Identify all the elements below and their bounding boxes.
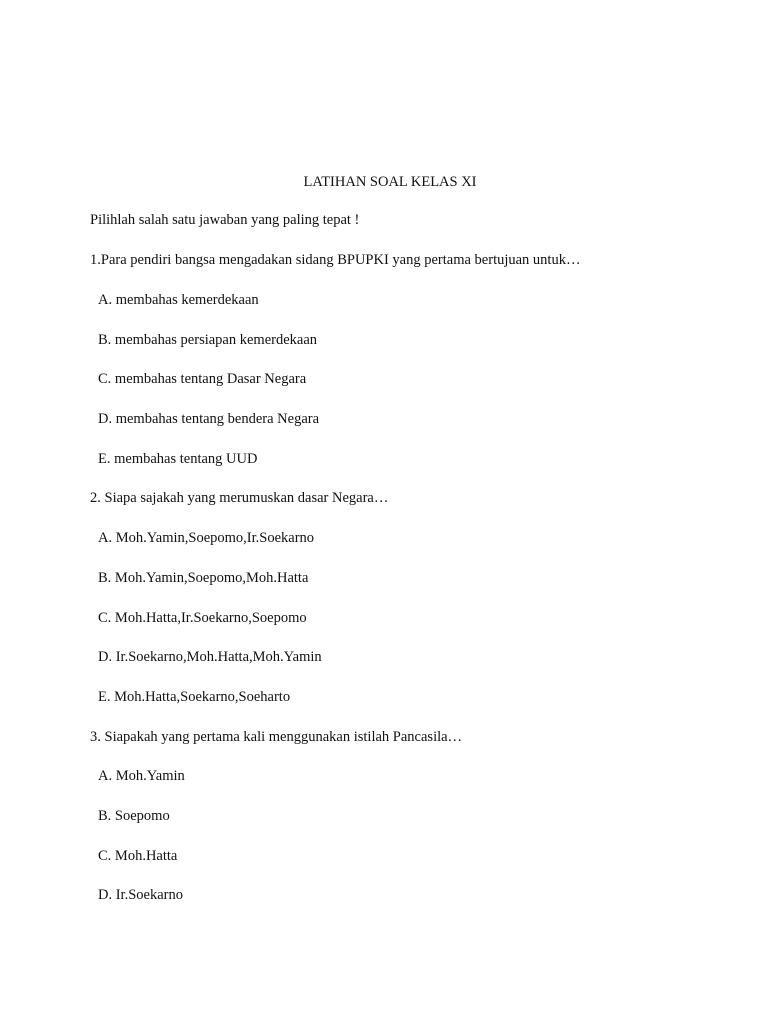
page-title: LATIHAN SOAL KELAS XI: [303, 174, 477, 190]
question-3-option-b: B. Soepomo: [98, 808, 170, 824]
question-2-option-a: A. Moh.Yamin,Soepomo,Ir.Soekarno: [98, 530, 315, 546]
question-1-text: 1.Para pendiri bangsa mengadakan sidang BPUPKI yang pertama bertujuan untuk…: [90, 252, 581, 268]
question-1-option-c: C. membahas tentang Dasar Negara: [98, 371, 307, 387]
question-1-option-a: A. membahas kemerdekaan: [98, 292, 259, 308]
question-3-option-c: C. Moh.Hatta: [98, 848, 178, 864]
question-2-option-e: E. Moh.Hatta,Soekarno,Soeharto: [98, 689, 291, 705]
question-3-option-d: D. Ir.Soekarno: [98, 887, 183, 903]
question-2-text: 2. Siapa sajakah yang merumuskan dasar Negara…: [90, 490, 389, 506]
question-1-option-b: B. membahas persiapan kemerdekaan: [98, 332, 318, 348]
question-1-option-e: E. membahas tentang UUD: [98, 451, 258, 467]
question-1-option-d: D. membahas tentang bendera Negara: [98, 411, 320, 427]
question-2-option-c: C. Moh.Hatta,Ir.Soekarno,Soepomo: [98, 610, 307, 626]
question-3-text: 3. Siapakah yang pertama kali menggunakan istilah Pancasila…: [90, 729, 463, 745]
question-2-option-d: D. Ir.Soekarno,Moh.Hatta,Moh.Yamin: [98, 649, 322, 665]
question-3-option-a: A. Moh.Yamin: [98, 768, 185, 784]
instruction-text: Pilihlah salah satu jawaban yang paling tepat !: [90, 212, 360, 228]
question-2-option-b: B. Moh.Yamin,Soepomo,Moh.Hatta: [98, 570, 309, 586]
